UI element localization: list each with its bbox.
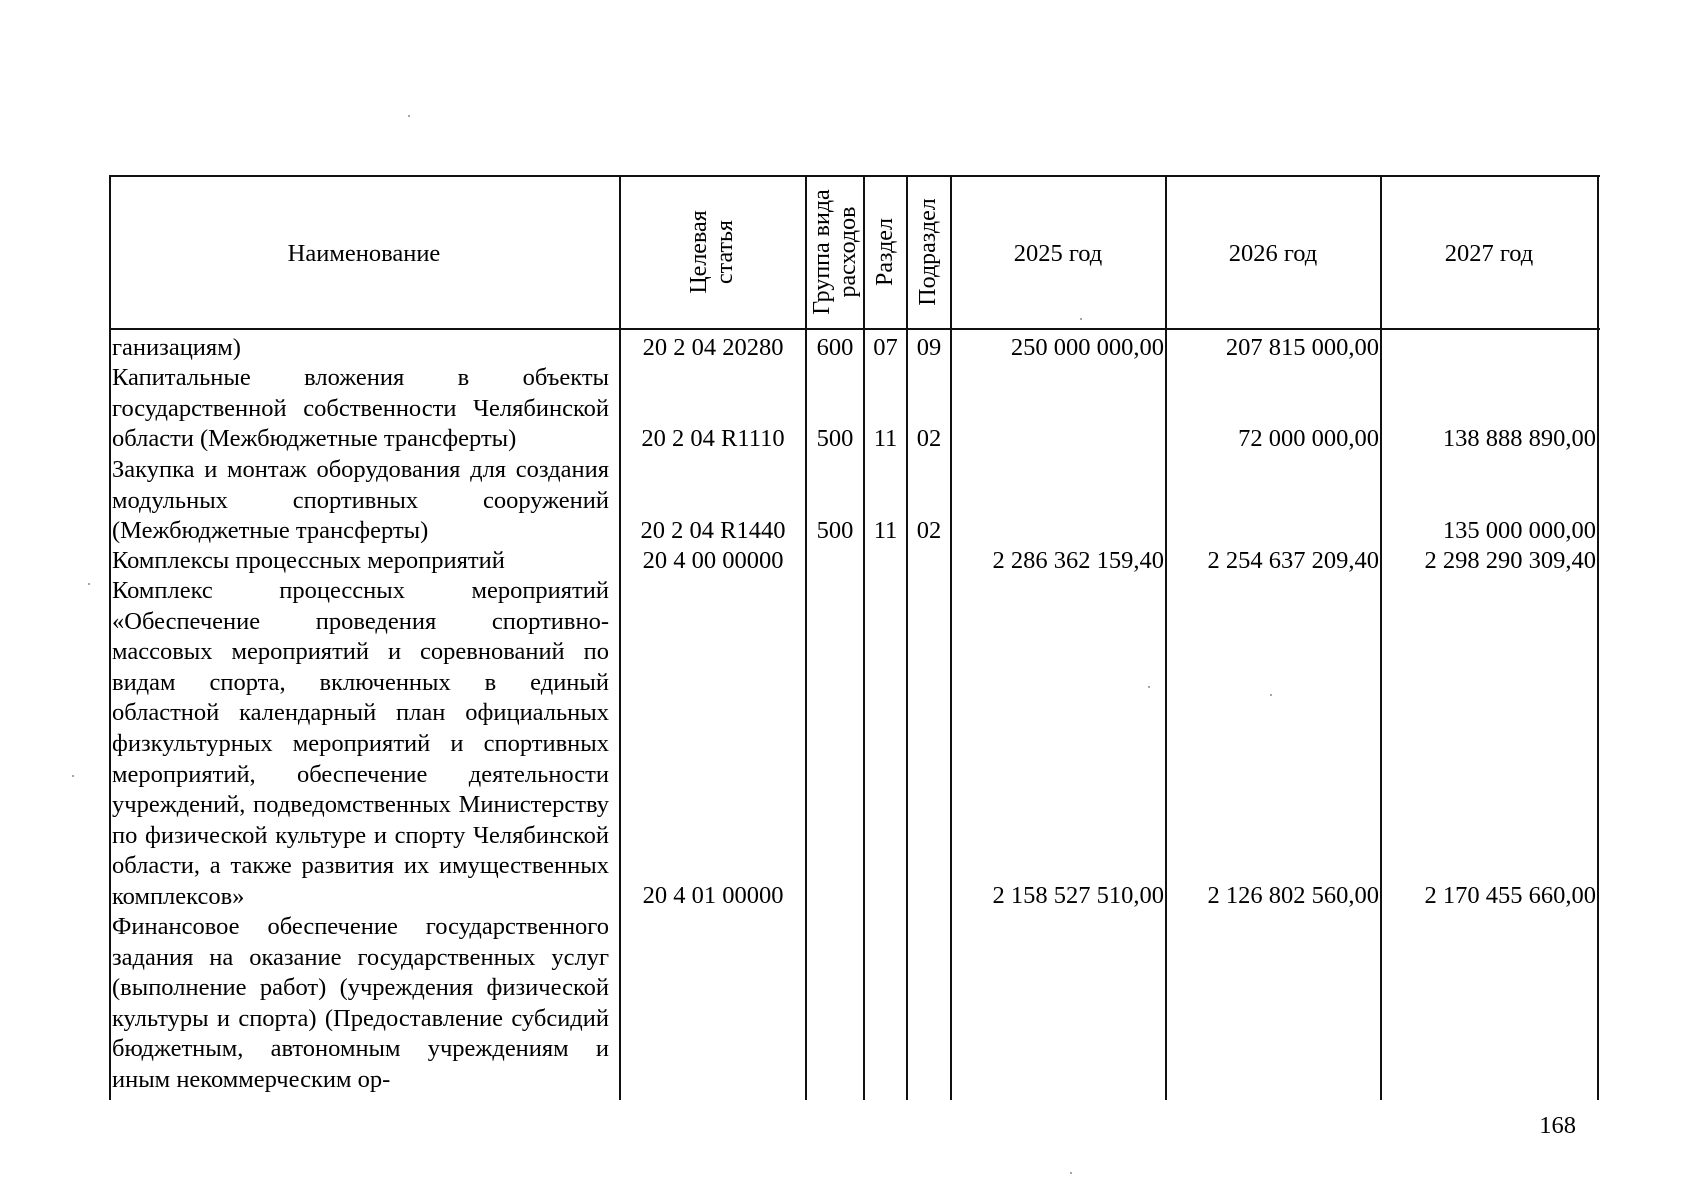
table-right-border xyxy=(1597,175,1599,1100)
table-row-2025: 2 286 362 159,40 xyxy=(992,547,1164,574)
table-row-section: 11 xyxy=(873,517,898,544)
table-row-name: Закупка и монтаж оборудования для создания модульных спортивных сооружений (Межбюджетные трансферты) xyxy=(112,456,609,545)
page-number: 168 xyxy=(1539,1112,1576,1139)
scan-speck xyxy=(408,115,410,117)
table-row-code: 20 2 04 R1110 xyxy=(641,425,785,452)
table-row-code: 20 4 00 00000 xyxy=(642,547,784,574)
table-row-name: Капитальные вложения в объекты государственной собственности Челябинской области (Межбюджетные трансферты) xyxy=(112,364,609,453)
table-row-2027: 2 298 290 309,40 xyxy=(1424,547,1596,574)
table-row-code: 20 2 04 20280 xyxy=(642,334,784,361)
table-row-code: 20 2 04 R1440 xyxy=(640,517,786,544)
header-section: Раздел xyxy=(872,218,898,286)
header-expense-group: Группа вида расходов xyxy=(809,189,861,315)
header-target-article: Целевая статья xyxy=(686,210,738,294)
table-top-border xyxy=(109,175,1600,177)
col-divider-2025 xyxy=(1165,175,1167,1100)
col-divider-2026 xyxy=(1380,175,1382,1100)
table-row-2025: 2 158 527 510,00 xyxy=(992,882,1164,909)
table-row-name: Комплекс процессных мероприятий «Обеспечение проведения спортивно-массовых мероприятий и соревнований по видам спорта, включенных в единый областной календарный план официальных физкультурных мероприятий и спортивных мероприятий, обеспечение деятельности учреждений, подведомственных Министерству по физической культуре и спорту Челябинской области, а также развития их имущественных комплексов» xyxy=(112,577,609,910)
table-row-2026: 207 815 000,00 xyxy=(1225,334,1379,361)
header-name: Наименование xyxy=(287,240,441,267)
table-row-2026: 2 126 802 560,00 xyxy=(1207,882,1379,909)
table-row-group: 500 xyxy=(816,517,854,544)
table-row-subsection: 02 xyxy=(916,517,942,544)
table-row-group: 500 xyxy=(816,425,854,452)
header-2027: 2027 год xyxy=(1444,240,1534,267)
scan-speck xyxy=(1080,318,1082,320)
table-row-subsection: 02 xyxy=(916,425,942,452)
table-row-2027: 2 170 455 660,00 xyxy=(1424,882,1596,909)
table-left-border xyxy=(109,175,111,1100)
header-subsection: Подраздел xyxy=(915,198,941,306)
table-row-subsection: 09 xyxy=(916,334,942,361)
col-divider-name xyxy=(619,175,621,1100)
table-row-2027: 135 000 000,00 xyxy=(1442,517,1596,544)
scan-speck xyxy=(72,775,74,777)
header-2025: 2025 год xyxy=(1013,240,1103,267)
table-row-section: 11 xyxy=(873,425,898,452)
table-row-code: 20 4 01 00000 xyxy=(642,882,784,909)
col-divider-section xyxy=(906,175,908,1100)
table-row-name: Финансовое обеспечение государственного задания на оказание государственных услуг (выполнение работ) (учреждения физической культуры и спорта) (Предоставление субсидий бюджетным, автономным учреждениям и иным некоммерческим ор- xyxy=(112,913,609,1093)
col-divider-code xyxy=(805,175,807,1100)
scan-speck xyxy=(88,583,90,585)
table-row-name: ганизациям) xyxy=(112,334,241,361)
col-divider-subsection xyxy=(950,175,952,1100)
table-row-group: 600 xyxy=(816,334,854,361)
table-row-section: 07 xyxy=(873,334,898,361)
table-row-2026: 72 000 000,00 xyxy=(1238,425,1379,452)
table-row-name: Комплексы процессных мероприятий xyxy=(112,547,505,574)
col-divider-group xyxy=(863,175,865,1100)
header-bottom-border xyxy=(109,328,1600,330)
header-2026: 2026 год xyxy=(1228,240,1318,267)
scan-speck xyxy=(1070,1172,1072,1174)
table-row-2027: 138 888 890,00 xyxy=(1442,425,1596,452)
table-row-2026: 2 254 637 209,40 xyxy=(1207,547,1379,574)
table-row-2025: 250 000 000,00 xyxy=(1010,334,1164,361)
scan-speck xyxy=(1270,694,1272,696)
scan-speck xyxy=(1148,686,1150,688)
